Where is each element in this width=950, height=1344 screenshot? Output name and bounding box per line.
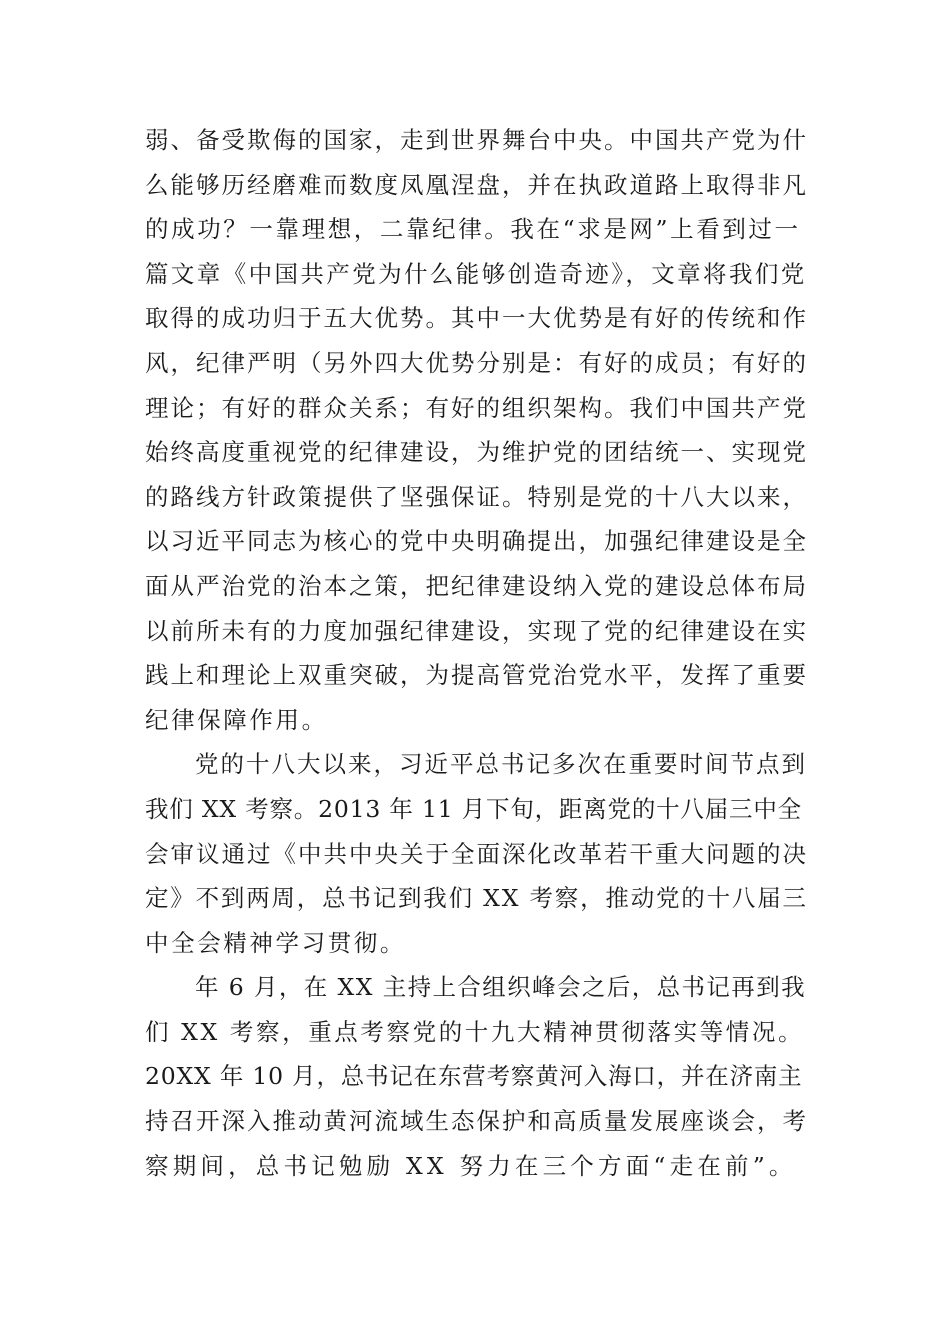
- paragraph-start-line: 年 6 月，在 XX 主持上合组织峰会之后，总书记再到我: [195, 973, 806, 1002]
- text-line: 篇文章《中国共产党为什么能够创造奇迹》，文章将我们党: [145, 259, 807, 288]
- text-line: 们 XX 考察，重点考察党的十九大精神贯彻落实等情况。: [145, 1017, 805, 1046]
- body-text: [145, 118, 807, 1188]
- text-line: 纪律保障作用。: [145, 705, 328, 734]
- text-line: 以习近平同志为核心的党中央明确提出，加强纪律建设是全: [145, 527, 808, 556]
- paragraph-start-line: 党的十八大以来，习近平总书记多次在重要时间节点到: [195, 750, 807, 779]
- text-line: 面从严治党的治本之策，把纪律建设纳入党的建设总体布局: [145, 571, 808, 600]
- text-line: 始终高度重视党的纪律建设，为维护党的团结统一、实现党: [145, 438, 808, 467]
- text-line: 我们 XX 考察。2013 年 11 月下旬，距离党的十八届三中全: [145, 794, 802, 823]
- text-line: 20XX 年 10 月，总书记在东营考察黄河入海口，并在济南主: [145, 1062, 803, 1091]
- text-line: 理论；有好的群众关系；有好的组织架构。我们中国共产党: [145, 393, 808, 422]
- text-line: 取得的成功归于五大优势。其中一大优势是有好的传统和作: [145, 304, 808, 333]
- text-line: 么能够历经磨难而数度凤凰涅盘，并在执政道路上取得非凡: [145, 170, 808, 199]
- text-line: 会审议通过《中共中央关于全面深化改革若干重大问题的决: [145, 839, 808, 868]
- text-line: 持召开深入推动黄河流域生态保护和高质量发展座谈会，考: [145, 1107, 808, 1136]
- text-line: 弱、备受欺侮的国家，走到世界舞台中央。中国共产党为什: [145, 126, 808, 154]
- text-line: 以前所未有的力度加强纪律建设，实现了党的纪律建设在实: [145, 616, 808, 645]
- text-line: 践上和理论上双重突破，为提高管党治党水平，发挥了重要: [145, 661, 808, 690]
- text-line: 的路线方针政策提供了坚强保证。特别是党的十八大以来，: [145, 482, 808, 511]
- text-line: 的成功？一靠理想，二靠纪律。我在“求是网”上看到过一: [145, 215, 801, 244]
- text-line: 察期间，总书记勉励 XX 努力在三个方面“走在前”。: [145, 1151, 797, 1180]
- text-line: 风，纪律严明（另外四大优势分别是：有好的成员；有好的: [145, 348, 808, 377]
- text-line: 定》不到两周，总书记到我们 XX 考察，推动党的十八届三: [145, 884, 808, 913]
- text-line: 中全会精神学习贯彻。: [145, 928, 406, 957]
